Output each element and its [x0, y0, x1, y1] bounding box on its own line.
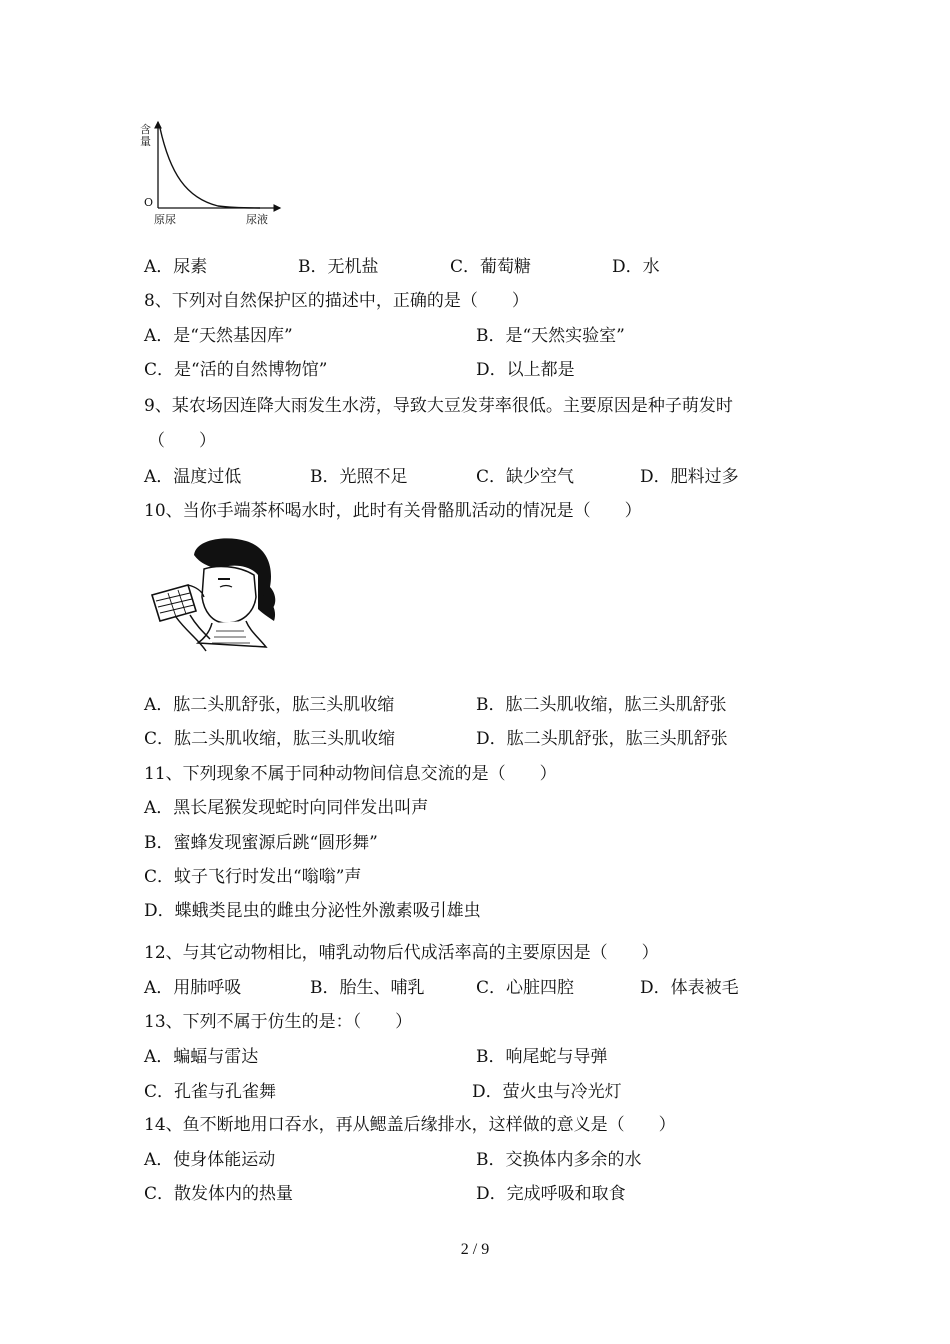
q8-option-b: B．是“天然实验室” [476, 326, 625, 346]
x-start-label: 原尿 [154, 213, 176, 226]
q13-option-a: A．蝙蝠与雷达 [144, 1047, 259, 1067]
q8-stem: 8、下列对自然保护区的描述中，正确的是（ ） [144, 291, 529, 311]
x-end-label: 尿液 [246, 213, 268, 226]
q14-option-c: C．散发体内的热量 [144, 1184, 294, 1204]
drinking-person-figure [146, 535, 286, 655]
q14-option-a: A．使身体能运动 [144, 1150, 276, 1170]
q11-option-a: A．黑长尾猴发现蛇时向同伴发出叫声 [144, 798, 429, 818]
q7-option-a: A．尿素 [144, 257, 208, 277]
q7-option-b: B．无机盐 [298, 257, 379, 277]
q10-option-a: A．肱二头肌舒张，肱三头肌收缩 [144, 695, 395, 715]
y-axis-label: 含量 [140, 123, 151, 148]
q9-stem-cont: （ ） [148, 431, 216, 451]
page-number: 2 / 9 [460, 1241, 490, 1258]
q8-option-d: D．以上都是 [476, 360, 575, 380]
drinking-person-illustration [146, 535, 286, 655]
q14-option-b: B．交换体内多余的水 [476, 1150, 642, 1170]
q10-option-d: D．肱二头肌舒张，肱三头肌舒张 [476, 729, 728, 749]
q12-option-c: C．心脏四腔 [476, 978, 575, 998]
q12-option-d: D．体表被毛 [640, 978, 739, 998]
q10-option-b: B．肱二头肌收缩，肱三头肌舒张 [476, 695, 727, 715]
q14-option-d: D．完成呼吸和取食 [476, 1184, 626, 1204]
q10-stem: 10、当你手端茶杯喝水时，此时有关骨骼肌活动的情况是（ ） [144, 501, 642, 521]
decreasing-curve [160, 128, 260, 208]
q8-option-c: C．是“活的自然博物馆” [144, 360, 328, 380]
q14-stem: 14、鱼不断地用口吞水，再从鳃盖后缘排水，这样做的意义是（ ） [144, 1115, 676, 1135]
q12-option-b: B．胎生、哺乳 [310, 978, 425, 998]
q9-option-d: D．肥料过多 [640, 467, 739, 487]
q8-option-a: A．是“天然基因库” [144, 326, 293, 346]
q11-option-d: D．蝶蛾类昆虫的雌虫分泌性外激素吸引雄虫 [144, 901, 481, 921]
q11-stem: 11、下列现象不属于同种动物间信息交流的是（ ） [144, 764, 557, 784]
q10-option-c: C．肱二头肌收缩，肱三头肌收缩 [144, 729, 396, 749]
origin-label: O [144, 196, 154, 209]
q7-option-d: D．水 [612, 257, 660, 277]
q13-option-c: C．孔雀与孔雀舞 [144, 1082, 277, 1102]
q9-option-b: B．光照不足 [310, 467, 408, 487]
q13-option-d: D．萤火虫与冷光灯 [472, 1082, 622, 1102]
q12-option-a: A．用肺呼吸 [144, 978, 242, 998]
q11-option-b: B．蜜蜂发现蜜源后跳“圆形舞” [144, 833, 378, 853]
content-curve-figure [138, 118, 288, 230]
q9-option-a: A．温度过低 [144, 467, 242, 487]
q9-option-c: C．缺少空气 [476, 467, 575, 487]
q13-option-b: B．响尾蛇与导弹 [476, 1047, 608, 1067]
q7-option-c: C．葡萄糖 [450, 257, 532, 277]
q12-stem: 12、与其它动物相比，哺乳动物后代成活率高的主要原因是（ ） [144, 943, 659, 963]
q9-stem: 9、某农场因连降大雨发生水涝，导致大豆发芽率很低。主要原因是种子萌发时 [144, 396, 733, 416]
q11-option-c: C．蚊子飞行时发出“嗡嗡”声 [144, 867, 362, 887]
q13-stem: 13、下列不属于仿生的是：（ ） [144, 1012, 413, 1032]
